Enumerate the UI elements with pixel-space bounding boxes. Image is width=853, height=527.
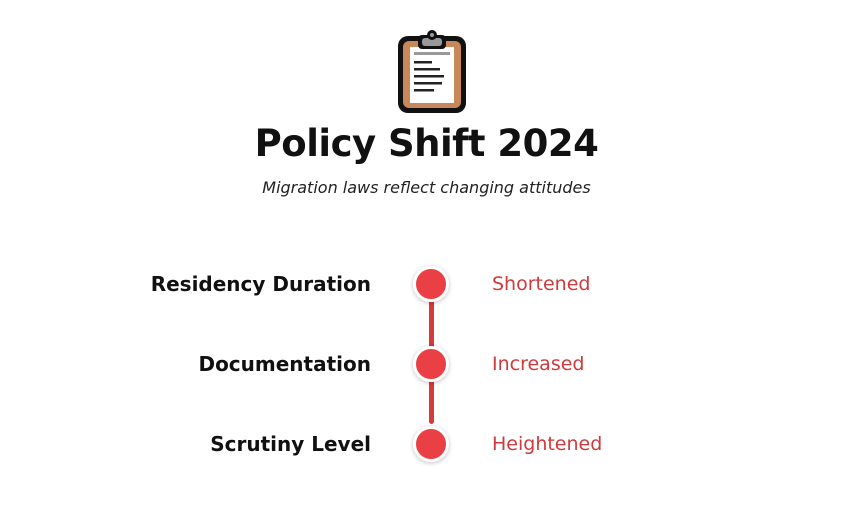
policy-row-residency-duration <box>0 264 853 304</box>
status-dot <box>413 346 449 382</box>
policy-value: Increased <box>492 353 585 375</box>
policy-label: Documentation <box>198 352 371 376</box>
page-title: Policy Shift 2024 <box>254 122 599 165</box>
policy-row-scrutiny-level <box>0 424 853 464</box>
page-subtitle: Migration laws reflect changing attitudes <box>262 178 591 197</box>
status-dot <box>413 266 449 302</box>
policy-label: Scrutiny Level <box>210 432 371 456</box>
policy-row-documentation <box>0 344 853 384</box>
status-dot <box>413 426 449 462</box>
policy-value: Heightened <box>492 433 603 455</box>
policy-label: Residency Duration <box>150 272 371 296</box>
clipboard-icon <box>396 29 468 115</box>
policy-value: Shortened <box>492 273 591 295</box>
